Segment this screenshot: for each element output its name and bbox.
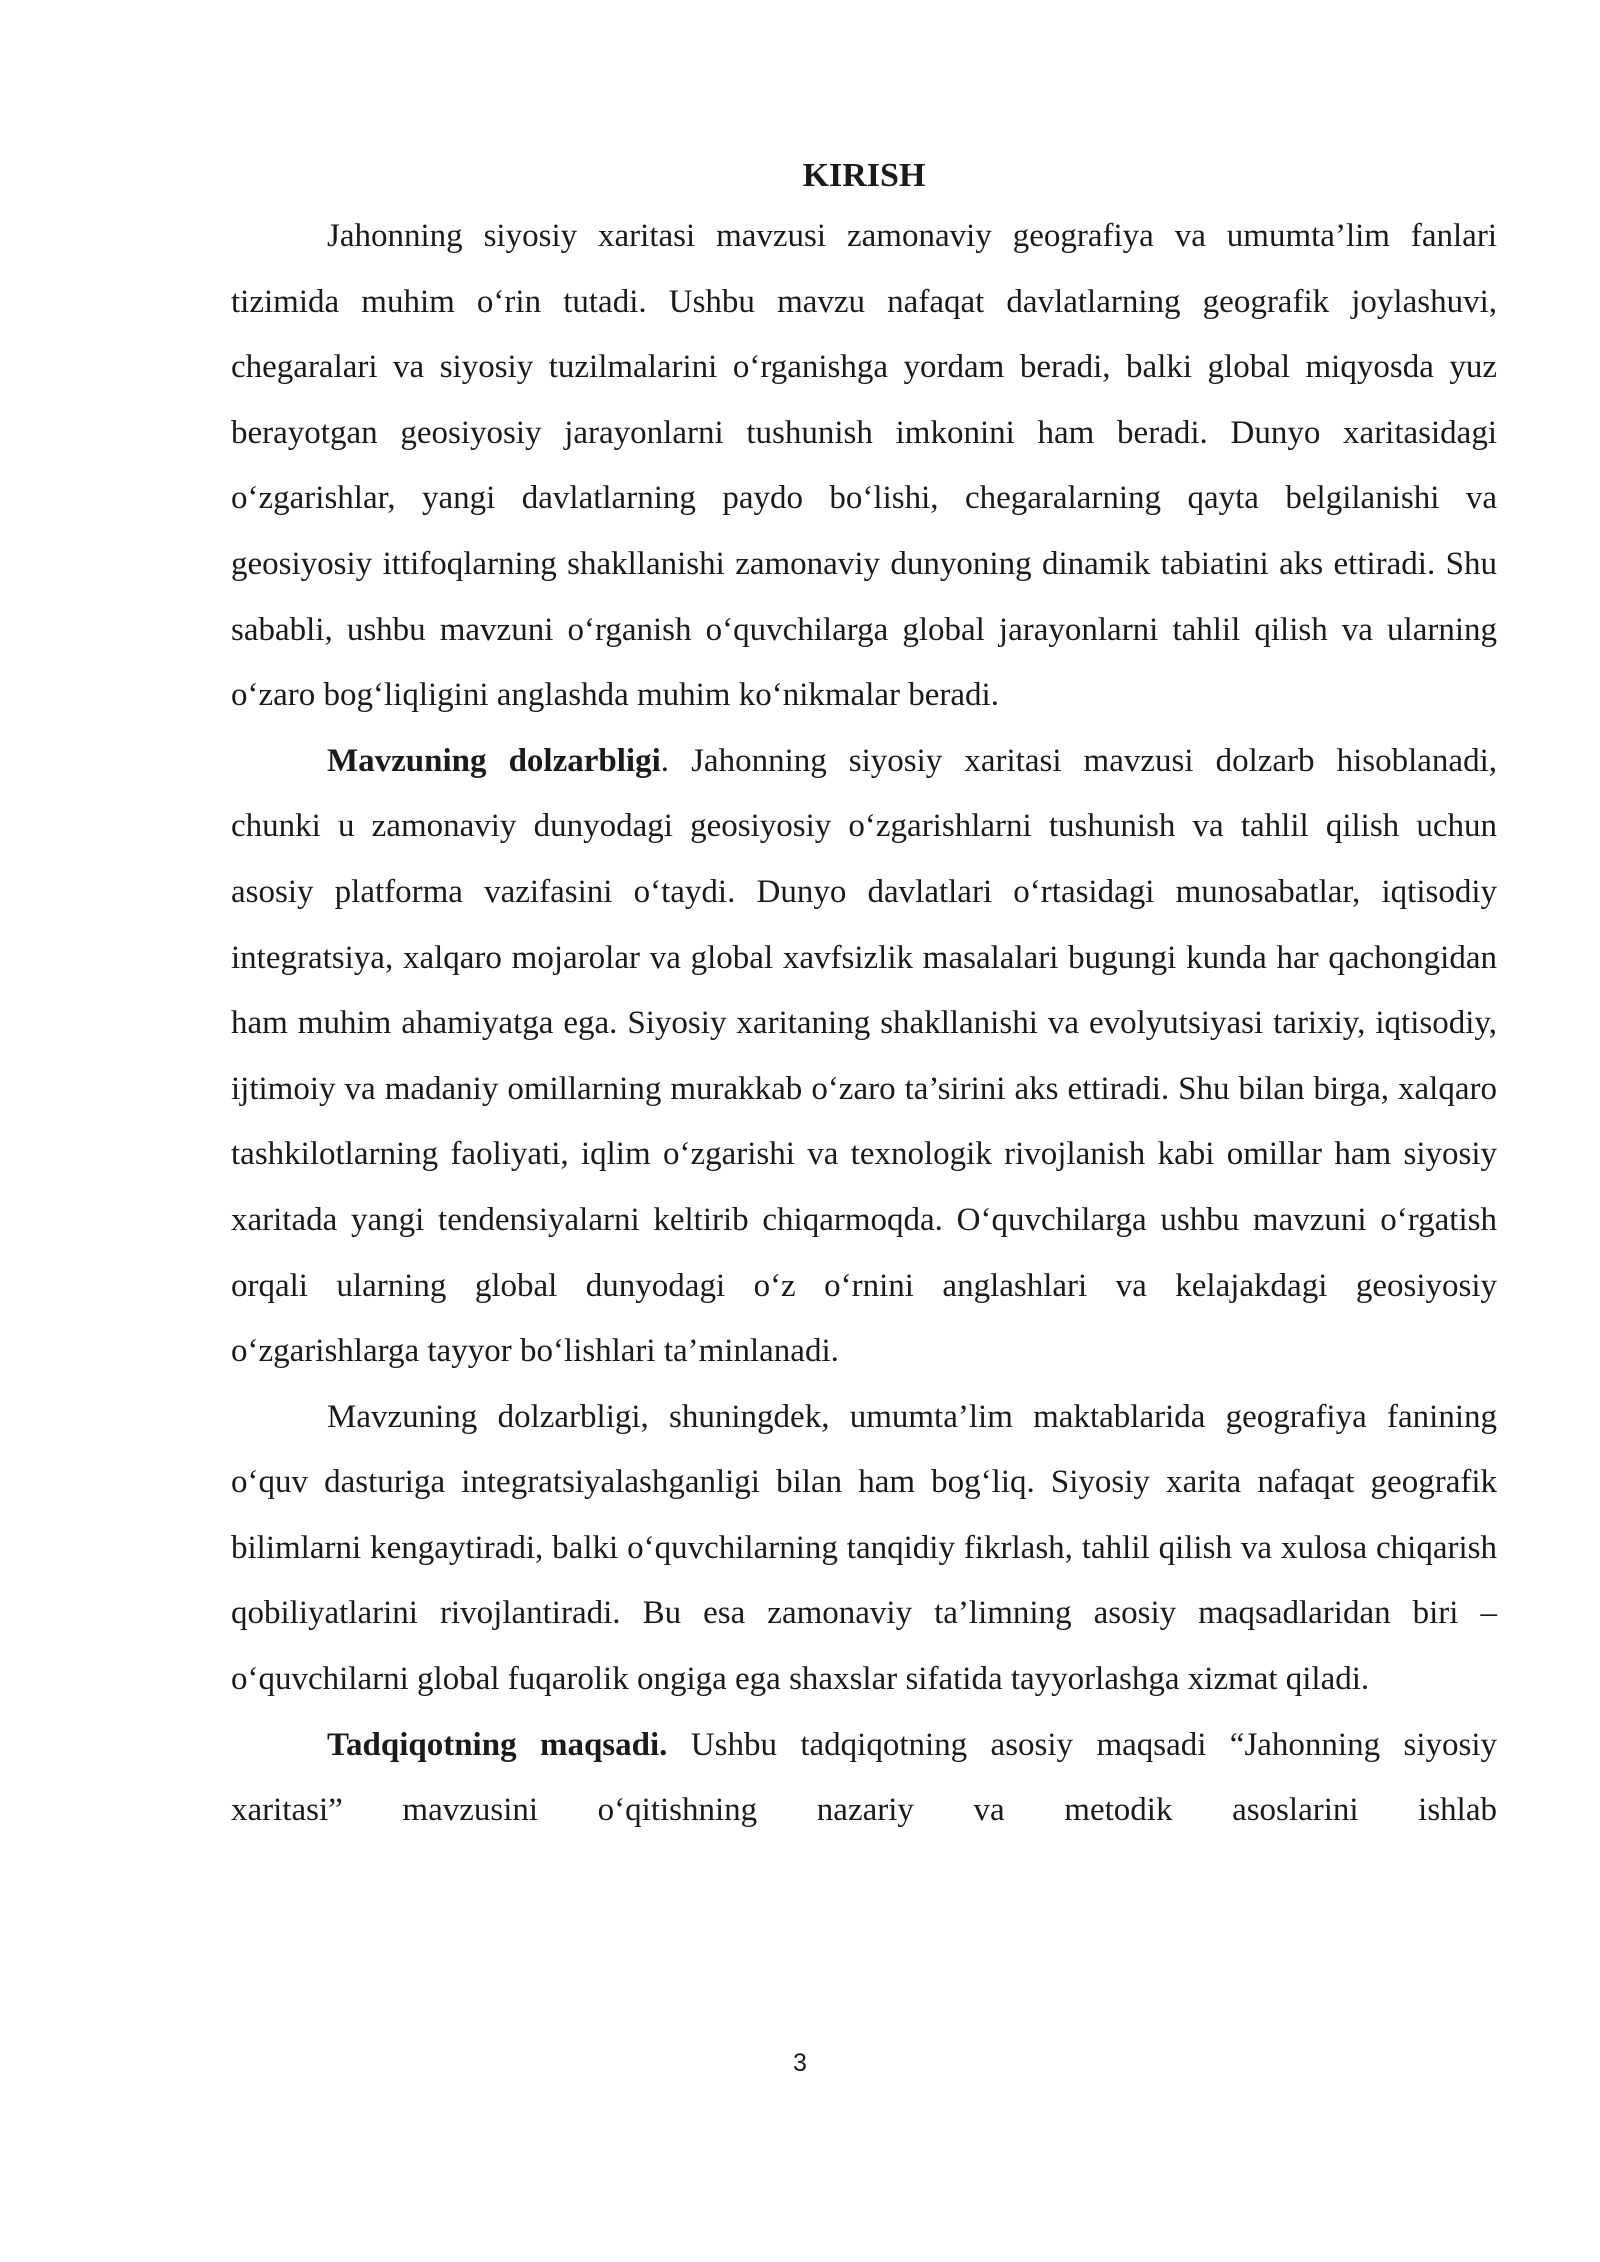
paragraph-relevance — [231, 729, 1497, 1385]
paragraph-text: Mavzuning dolzarbligi, shuningdek, umumta’lim maktablarida geografiya fanining o‘quv dasturiga integratsiyalashganligi bilan ham bog‘liq. Siyosiy xarita nafaqat geografik bilimlarni kengaytiradi, balki o‘quvchilarning tanqidiy fikrlash, tahlil qilish va xulosa chiqarish qobiliyatlarini rivojlantiradi. Bu esa zamonaviy ta’limning asosiy maqsadlaridan biri – o‘quvchilarni global fuqarolik ongiga ega shaxslar sifatida tayyorlashga xizmat qiladi. — [231, 1398, 1497, 1698]
paragraph-lead: Tadqiqotning maqsadi. — [327, 1726, 668, 1763]
paragraph-text: . Jahonning siyosiy xaritasi mavzusi dolzarb hisoblanadi, chunki u zamonaviy dunyodagi geosiyosiy o‘zgarishlarni tushunish va tahlil qilish uchun asosiy platforma vazifasini o‘taydi. Dunyo davlatlari o‘rtasidagi munosabatlar, iqtisodiy integratsiya, xalqaro mojarolar va global xavfsizlik masalalari bugungi kunda har qachongidan ham muhim ahamiyatga ega. Siyosiy xaritaning shakllanishi va evolyutsiyasi tarixiy, iqtisodiy, ijtimoiy va madaniy omillarning murakkab o‘zaro ta’sirini aks ettiradi. Shu bilan birga, xalqaro tashkilotlarning faoliyati, iqlim o‘zgarishi va texnologik rivojlanish kabi omillar ham siyosiy xaritada yangi tendensiyalarni keltirib chiqarmoqda. O‘quvchilarga ushbu mavzuni o‘rgatish orqali ularning global dunyodagi o‘z o‘rnini anglashlari va kelajakdagi geosiyosiy o‘zgarishlarga tayyor bo‘lishlari ta’minlanadi. — [231, 742, 1497, 1370]
paragraph-research-goal — [231, 1713, 1497, 1844]
paragraph-relevance-continued — [231, 1385, 1497, 1713]
section-heading: KIRISH — [802, 157, 926, 194]
page-number: 3 — [793, 2049, 807, 2077]
paragraph-text: Ushbu tadqiqotning asosiy maqsadi “Jahonning siyosiy xaritasi” mavzusini o‘qitishning nazariy va metodik asoslarini ishlab — [231, 1726, 1498, 1829]
paragraph-intro — [231, 204, 1497, 729]
page-body — [231, 150, 1497, 1844]
paragraph-lead: Mavzuning dolzarbligi — [327, 742, 661, 779]
paragraph-text: Jahonning siyosiy xaritasi mavzusi zamonaviy geografiya va umumta’lim fanlari tizimida muhim o‘rin tutadi. Ushbu mavzu nafaqat davlatlarning geografik joylashuvi, chegaralari va siyosiy tuzilmalarini o‘rganishga yordam beradi, balki global miqyosda yuz berayotgan geosiyosiy jarayonlarni tushunish imkonini ham beradi. Dunyo xaritasidagi o‘zgarishlar, yangi davlatlarning paydo bo‘lishi, chegaralarning qayta belgilanishi va geosiyosiy ittifoqlarning shakllanishi zamonaviy dunyoning dinamik tabiatini aks ettiradi. Shu sababli, ushbu mavzuni o‘rganish o‘quvchilarga global jarayonlarni tahlil qilish va ularning o‘zaro bog‘liqligini anglashda muhim ko‘nikmalar beradi. — [231, 218, 1497, 714]
